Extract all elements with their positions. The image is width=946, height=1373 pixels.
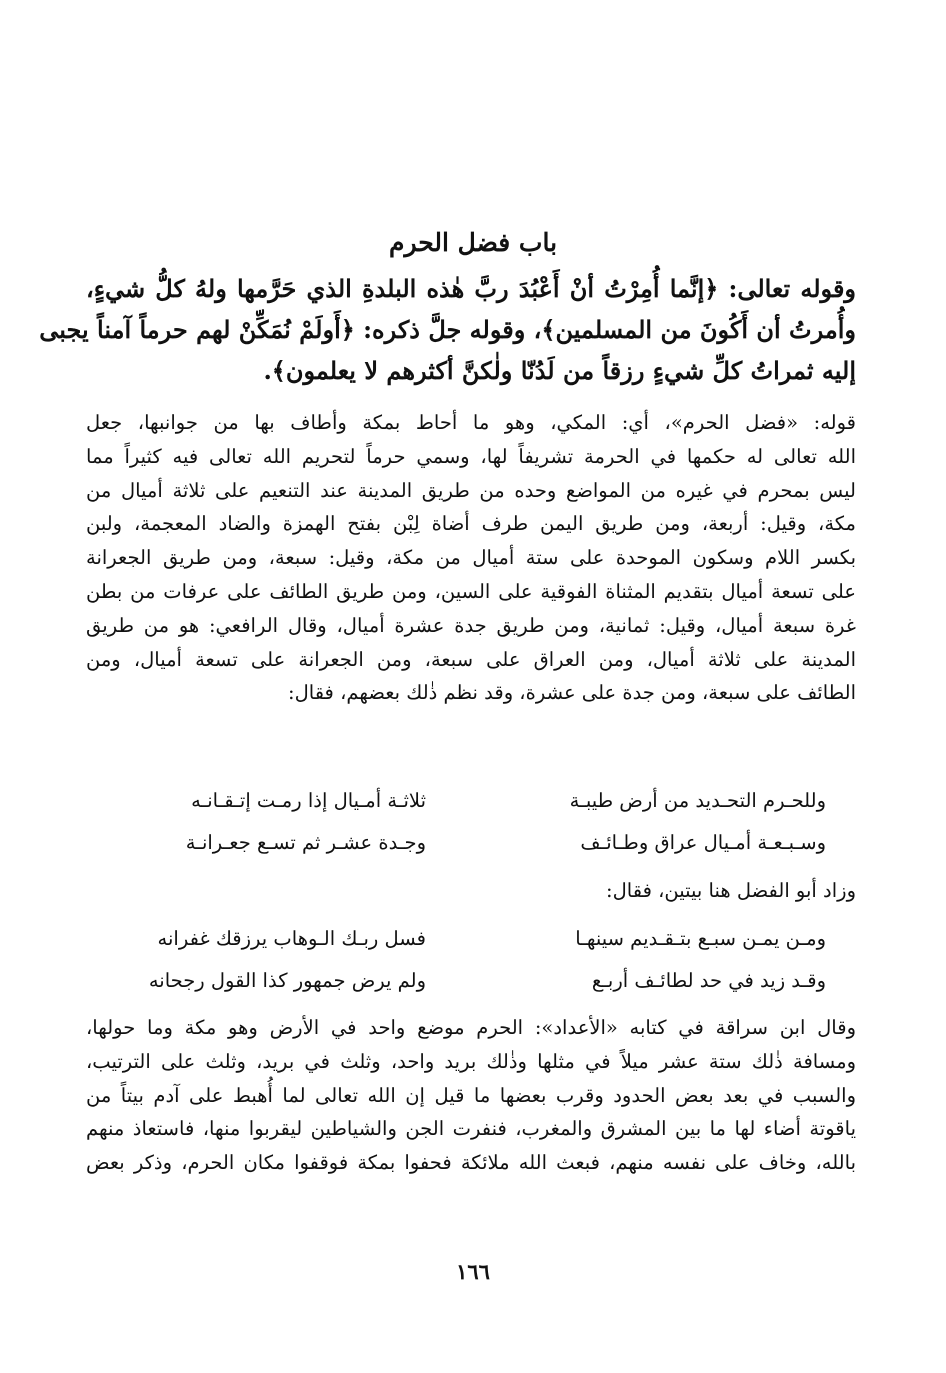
- commentary-paragraph-2: [86, 1011, 856, 1180]
- text-line: ليس بمحرم في غيره من المواضع وحده من طريق المدينة عند التنعيم على ثلاثة أميال من: [86, 478, 856, 502]
- text-line: قوله: «فضل الحرم»، أي: المكي، وهو ما أحاط بمكة وأطاف بها من جوانبها، جعل: [86, 411, 856, 434]
- text-line: على تسعة أميال بتقديم المثناة الفوقية على السين، ومن طريق الطائف على عرفات من بطن: [86, 579, 856, 603]
- poem-verse: [86, 964, 856, 1006]
- text-line: بكسر اللام وسكون الموحدة على ستة أميال من مكة، وقيل: سبعة، ومن طريق الجعرانة: [86, 546, 856, 570]
- poem-verse: [86, 784, 856, 826]
- verse-line: إليه ثمراتُ كلِّ شيءٍ رزقاً من لَدُنّا ولٰكنَّ أكثرهم لا يعلمون﴾.: [263, 356, 856, 385]
- text-line: بالله، وخاف على نفسه منهم، فبعث الله ملائكة فحفوا بمكة فوقفوا مكان الحرم، وذكر بعض: [86, 1151, 856, 1175]
- poem-verse: [86, 922, 856, 964]
- text-line: وقال ابن سراقة في كتابه «الأعداد»: الحرم موضع واحد في الأرض وهو مكة وما حولها،: [86, 1016, 856, 1039]
- poem-hemistich-left: فسل ربـك الـوهاب يرزقك غفرانه: [157, 927, 426, 950]
- poem-hemistich-right: وقـد زيد في حد لطائـف أربـع: [591, 969, 826, 992]
- poem-hemistich-left: ولم يرض جمهور كذا القول رجحانه: [148, 969, 426, 992]
- text-line: المدينة على ثلاثة أميال، ومن العراق على سبعة، ومن الجعرانة على تسعة أميال، ومن: [86, 647, 856, 671]
- poem-hemistich-right: وسـبـعـة أمـيال عراق وطـائـف: [580, 831, 826, 854]
- poem-intro-line: وزاد أبو الفضل هنا بيتين، فقال:: [606, 879, 856, 902]
- poem-block-2: [86, 922, 856, 1006]
- poem-hemistich-right: وللحـرم التحـديد من أرض طيبـة: [569, 789, 826, 812]
- text-line: الله تعالى له حكمها في الحرمة تشريفاً لها، وسمي حرماً لتحريم الله تعالى فيه كثيراً مما: [86, 444, 856, 468]
- chapter-title: باب فضل الحرم: [388, 228, 558, 257]
- poem-verse: [86, 826, 856, 868]
- text-line: مكة، وقيل: أربعة، ومن طريق اليمن طرف أضاة لِبْن بفتح الهمزة والضاد المعجمة، ولبن: [86, 512, 856, 536]
- text-line: الطائف على سبعة، ومن جدة على عشرة، وقد نظم ذٰلك بعضهم، فقال:: [288, 681, 856, 705]
- poem-block-1: [86, 784, 856, 868]
- page-number: ١٦٦: [456, 1259, 490, 1284]
- text-line: ياقوتة أضاء لها ما بين المشرق والمغرب، فنفرت الجن والشياطين ليقربوا منها، فاستعاذ منهم: [86, 1117, 856, 1141]
- text-line: ومسافة ذٰلك ستة عشر ميلاً في مثلها وذٰلك بريد واحد، وثلث في بريد، وثلث على الترتيب،: [86, 1049, 856, 1073]
- text-line: غرة سبعة أميال، وقيل: ثمانية، ومن طريق جدة عشرة أميال، وقال الرافعي: هو من طريق: [86, 613, 856, 637]
- poem-hemistich-left: ثلاثـة أمـيال إذا رمـت إتـقـانـه: [191, 789, 426, 812]
- poem-hemistich-right: ومـن يمـن سبـع بتـقـديم سينهـا: [575, 927, 826, 950]
- verse-line: وقوله تعالى: ﴿إنَّما أُمِرْتُ أنْ أَعْبُدَ ربَّ هٰذه البلدةِ الذي حَرَّمها ولهُ كلُّ شيءٍ،: [86, 274, 856, 303]
- verse-line: وأُمرتُ أن أَكُونَ من المسلمين﴾، وقوله جلَّ ذكره: ﴿أَولَمْ نُمَكِّنْ لهم حرماً آمناً يجبى: [39, 315, 856, 344]
- text-line: والسبب في بعد بعض الحدود وقرب بعضها ما قيل إن الله تعالى لما أُهبط على آدم بيتاً من: [86, 1083, 856, 1107]
- commentary-paragraph-1: [86, 406, 856, 710]
- poem-hemistich-left: وجـدة عشـر ثم تسـع جعـرانـة: [185, 831, 426, 854]
- quran-verse-block: [39, 268, 856, 391]
